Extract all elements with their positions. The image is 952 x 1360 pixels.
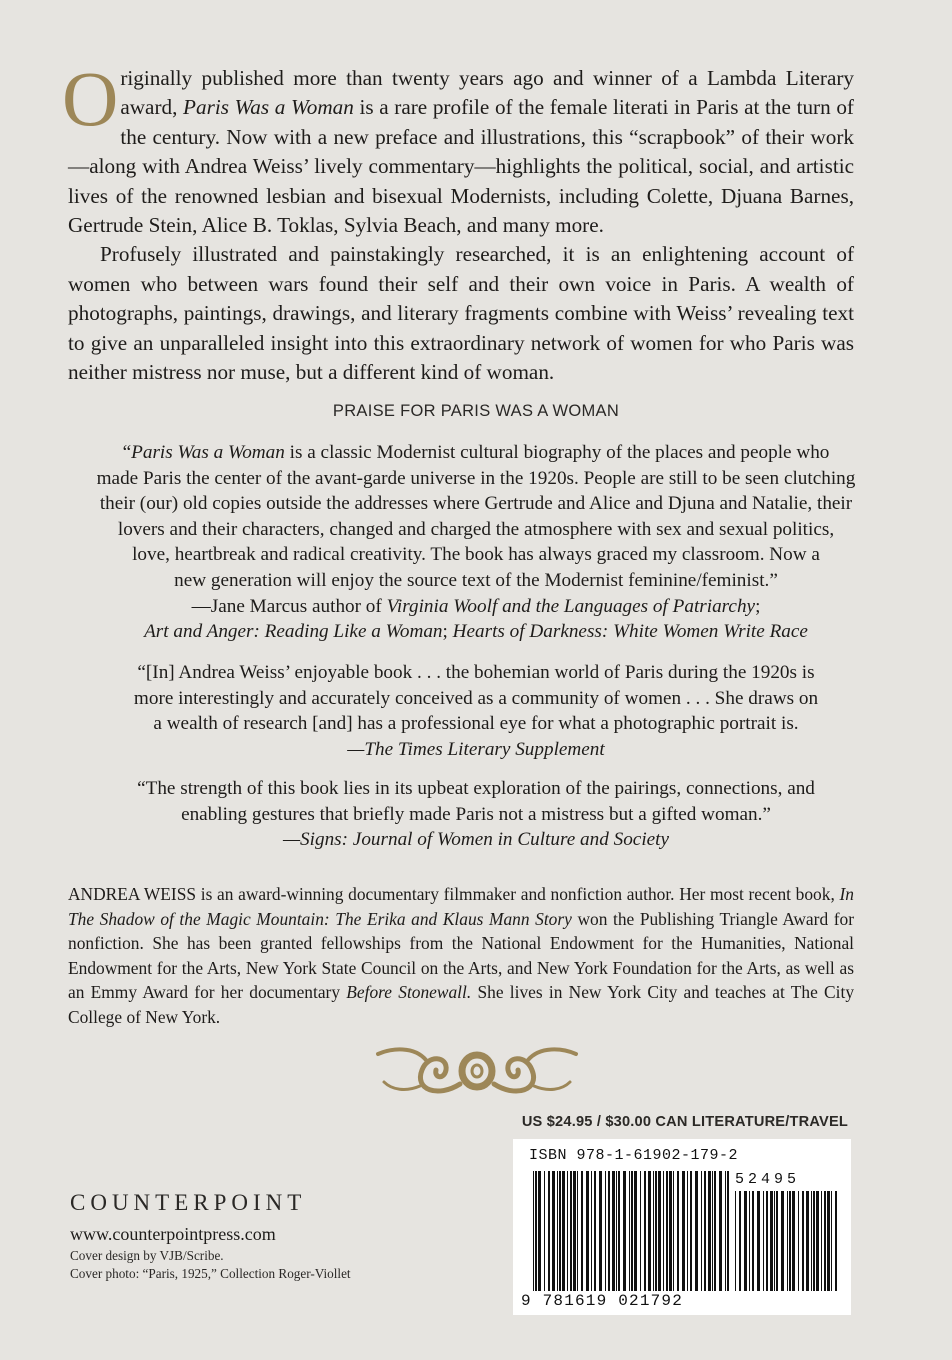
barcode-bar (719, 1171, 722, 1291)
barcode-bar (623, 1171, 626, 1291)
praise-heading: PRAISE FOR PARIS WAS A WOMAN (332, 402, 620, 420)
text-run: enabling gestures that briefly made Paris not a mistress but a gifted woman.” (181, 803, 771, 825)
drop-cap: O (62, 55, 119, 142)
barcode-bar (669, 1171, 672, 1291)
barcode-bar (634, 1171, 637, 1291)
barcode-bar (811, 1191, 812, 1291)
quote-line (60, 711, 892, 737)
barcode-bar (798, 1191, 799, 1291)
flourish-ornament-icon (374, 1040, 580, 1102)
barcode-bar (763, 1191, 764, 1291)
barcode-bar (594, 1171, 596, 1291)
text-run: She lives in New York City and teaches at The City College of New York. (68, 982, 855, 1027)
barcode-bar (581, 1171, 583, 1291)
barcode-bar (608, 1171, 610, 1291)
quote-line (60, 466, 892, 492)
barcode-bar (831, 1191, 832, 1291)
barcode-bar (770, 1191, 773, 1291)
quote-line (60, 686, 892, 712)
quote-line (60, 660, 892, 686)
price-and-category: US $24.95 / $30.00 CAN LITERATURE/TRAVEL (521, 1114, 848, 1130)
barcode-bar (644, 1171, 646, 1291)
barcode-bar (827, 1191, 830, 1291)
barcode-bar (682, 1171, 685, 1291)
text-run: their (our) old copies outside the addresses where Gertrude and Alice and Djuna and Natalie, their (99, 493, 853, 515)
barcode-bar (752, 1191, 754, 1291)
price-code: 52495 (735, 1171, 801, 1188)
barcode-bar (570, 1171, 572, 1291)
intro-paragraph-1-text (68, 66, 854, 237)
quote-line (60, 802, 892, 828)
barcode-bar (774, 1191, 775, 1291)
barcode-bar (573, 1171, 576, 1291)
barcode-bar (766, 1191, 768, 1291)
barcode-bar (567, 1171, 568, 1291)
text-run: is a classic Modernist cultural biography of the places and people who (284, 442, 830, 463)
barcode-bar (739, 1191, 741, 1291)
barcode-bar (687, 1171, 688, 1291)
barcode-bar (744, 1191, 747, 1291)
quote-line (60, 491, 892, 517)
text-run: “ (122, 442, 132, 463)
barcode-bar (677, 1171, 679, 1291)
barcode-bar (704, 1171, 706, 1291)
barcode-bar (708, 1171, 711, 1291)
quote-line (60, 619, 892, 645)
barcode-bar (789, 1191, 791, 1291)
barcode-bar (725, 1171, 726, 1291)
italic-run: Before Stonewall. (346, 982, 472, 1003)
text-run: “[In] Andrea Weiss’ enjoyable book . . . the bohemian world of Paris during the 1920s is (137, 662, 815, 683)
text-run: made Paris the center of the avant-garde universe in the 1920s. People are still to be seen clutching (96, 467, 856, 489)
cover-design-credit: Cover design by VJB/Scribe. (70, 1248, 224, 1263)
cover-photo-credit: Cover photo: “Paris, 1925,” Collection Roger-Viollet (70, 1266, 351, 1281)
publisher-website: www.counterpointpress.com (70, 1224, 276, 1244)
barcode-bar (577, 1171, 578, 1291)
text-run: love, heartbreak and radical creativity. The book has always graced my classroom. Now a (132, 544, 820, 566)
text-run: —Jane Marcus author of (191, 595, 387, 617)
italic-run: Paris Was a Woman (183, 95, 354, 120)
quote-line (60, 517, 892, 543)
text-run: lovers and their characters, changed and charged the atmosphere with sex and sexual politics, (117, 518, 835, 540)
quote-line (60, 440, 892, 466)
barcode-bar (548, 1171, 550, 1291)
barcode-bar (533, 1171, 534, 1291)
praise-quote-2 (60, 660, 892, 762)
barcode-bar (535, 1171, 537, 1291)
barcode-bar (655, 1171, 657, 1291)
barcode-block (513, 1139, 851, 1315)
barcode-bar (653, 1171, 654, 1291)
italic-run: —Signs: Journal of Women in Culture and Society (282, 829, 670, 851)
barcode-bar (802, 1191, 804, 1291)
barcode-bar (538, 1171, 541, 1291)
barcode-bar (586, 1171, 589, 1291)
barcode-bar (673, 1171, 674, 1291)
text-run: ANDREA WEISS is an award-winning documentary filmmaker and nonfiction author. Her most recent book, (68, 884, 840, 904)
addon-barcode-icon (735, 1191, 839, 1291)
barcode-bar (695, 1171, 698, 1291)
barcode-bar (821, 1191, 822, 1291)
barcode-bar (735, 1191, 736, 1291)
barcode-bar (776, 1191, 778, 1291)
praise-quote-3 (60, 776, 892, 853)
barcode-bar (648, 1171, 651, 1291)
italic-run: Paris Was a Woman (131, 442, 285, 463)
text-run: new generation will enjoy the source text of the Modernist feminine/feminist.” (174, 569, 778, 591)
barcode-bar (552, 1171, 555, 1291)
quote-line (60, 737, 892, 763)
barcode-bar (749, 1191, 750, 1291)
text-run: a wealth of research [and] has a professional eye for what a photographic portrait is. (153, 713, 799, 735)
text-run: won the Publishing Triangle Award for nonfiction. She has been granted fellowships from the National Endowment for the Humanities, National Endowment for the Arts, New York State Council on the Arts, and New York Foundation for the Arts, as well as an Emmy Award for her documentary (68, 908, 854, 1003)
barcode-bar (813, 1191, 815, 1291)
text-run: ; (755, 595, 761, 617)
quote-line (60, 542, 892, 568)
author-bio (68, 882, 854, 1030)
barcode-bar (663, 1171, 664, 1291)
barcode-bar (727, 1171, 729, 1291)
intro-text (62, 55, 854, 387)
barcode-bar (612, 1171, 615, 1291)
barcode-bar (824, 1191, 826, 1291)
italic-run: In The Shadow of the Magic Mountain: The Erika and Klaus Mann Story (68, 884, 854, 929)
barcode-bar (605, 1171, 606, 1291)
publisher-name: COUNTERPOINT (70, 1190, 307, 1215)
text-run: riginally published more than twenty years ago and winner of a Lambda Literary award, (120, 66, 854, 120)
barcode-bar (591, 1171, 592, 1291)
quote-line (60, 776, 892, 802)
italic-run: —The Times Literary Supplement (347, 738, 605, 760)
text-run: more interestingly and accurately conceived as a community of women . . . She draws on (133, 687, 819, 709)
text-run: ; (442, 621, 453, 643)
barcode-bar (835, 1191, 837, 1291)
text-run: is a rare profile of the female literati in Paris at the turn of the century. Now with a new preface and illustrations, this “scrapbook” of their work—along with Andrea Weiss’ lively commentary—highlights the political, social, and artistic lives of the renowned lesbian and bisexual Modernists, including Colette, Djuana Barnes, Gertrude Stein, Alice B. Toklas, Sylvia Beach, and many more. (68, 95, 854, 238)
barcode-bar (792, 1191, 795, 1291)
intro-paragraph-1 (62, 55, 854, 240)
quote-line (60, 568, 892, 594)
barcode-bar (787, 1191, 788, 1291)
barcode-bar (640, 1171, 641, 1291)
barcode-bar (559, 1171, 561, 1291)
ean-digits: 9 781619 021792 (521, 1292, 684, 1310)
barcode-bar (690, 1171, 692, 1291)
barcode-bar (557, 1171, 558, 1291)
barcode-bar (666, 1171, 668, 1291)
barcode-bar (629, 1171, 630, 1291)
intro-paragraph-2: Profusely illustrated and painstakingly researched, it is an enlightening account of women who between wars found their self and their own voice in Paris. A wealth of photographs, paintings, drawings, and literary fragments combine with Weiss’ revealing text to give an unparalleled insight into this extraordinary network of women for who Paris was neither mistress nor muse, but a different kind of woman. (68, 242, 854, 385)
text-run: “The strength of this book lies in its upbeat exploration of the pairings, connections, and (137, 778, 815, 799)
barcode-bar (781, 1191, 784, 1291)
barcode-bar (806, 1191, 809, 1291)
barcode-bar (544, 1171, 545, 1291)
italic-run: Art and Anger: Reading Like a Woman (144, 621, 443, 643)
italic-run: Virginia Woolf and the Languages of Patriarchy (386, 595, 756, 617)
barcode-bar (712, 1171, 713, 1291)
barcode-bar (714, 1171, 716, 1291)
barcode-bar (701, 1171, 702, 1291)
barcode-bar (562, 1171, 565, 1291)
barcode-bar (599, 1171, 602, 1291)
barcode-bar (618, 1171, 620, 1291)
quote-line (60, 827, 892, 853)
barcode-bar (631, 1171, 633, 1291)
praise-quote-1 (60, 440, 892, 645)
barcode-bar (658, 1171, 661, 1291)
barcode-bar (757, 1191, 760, 1291)
ean-barcode-icon (533, 1171, 729, 1291)
italic-run: Hearts of Darkness: White Women Write Race (452, 621, 808, 643)
quote-line (60, 594, 892, 620)
isbn-label: ISBN 978-1-61902-179-2 (529, 1147, 739, 1164)
barcode-bar (616, 1171, 617, 1291)
barcode-bar (816, 1191, 819, 1291)
